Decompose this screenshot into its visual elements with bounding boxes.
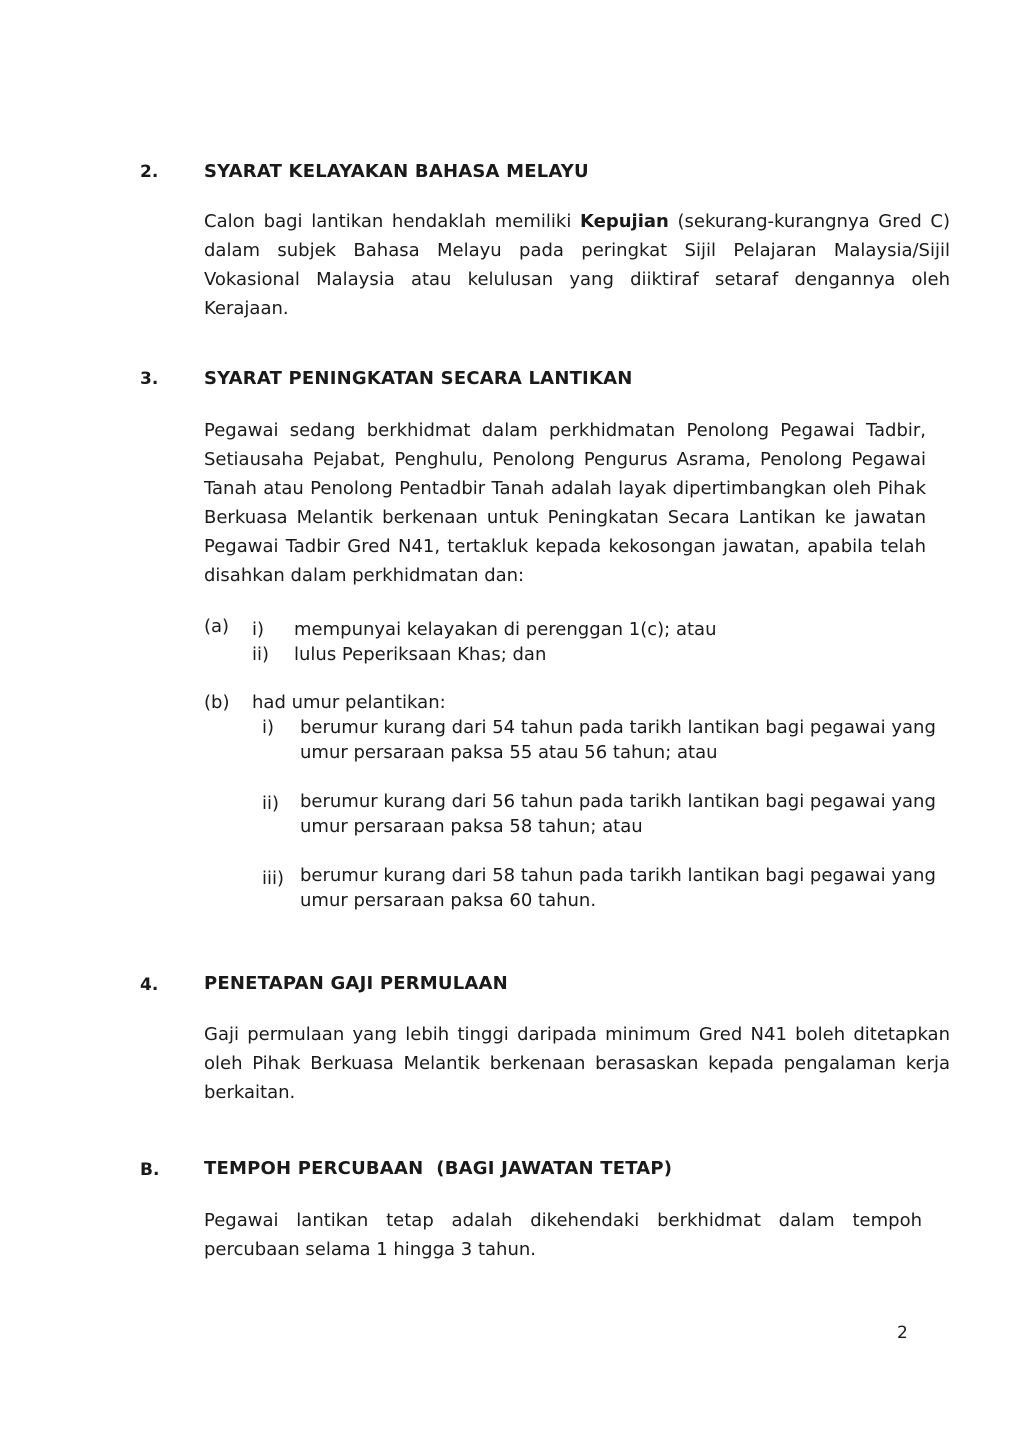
sub-b-intro: had umur pelantikan:: [252, 692, 446, 713]
section-b-number: B.: [140, 1160, 160, 1180]
page-number: 2: [897, 1323, 908, 1343]
sub-b-item-3-number: iii): [262, 868, 285, 889]
section-4-number: 4.: [140, 975, 159, 995]
sub-b-item-1-number: i): [262, 717, 275, 738]
section-2-body: [204, 207, 950, 323]
sub-label-a: (a): [204, 616, 230, 637]
sub-b-item-3-line-1: berumur kurang dari 58 tahun pada tarikh lantikan bagi pegawai yang: [300, 865, 936, 886]
section-2-body-bold: Kepujian: [580, 211, 669, 232]
section-3-number: 3.: [140, 369, 159, 389]
sub-b-item-2-number: ii): [262, 793, 280, 814]
section-4-body: Gaji permulaan yang lebih tinggi daripada minimum Gred N41 boleh ditetapkan oleh Pihak Berkuasa Melantik berkenaan berasaskan kepada pengalaman kerja berkaitan.: [204, 1024, 950, 1103]
sub-a-item-1-text: mempunyai kelayakan di perenggan 1(c); atau: [294, 619, 717, 640]
section-2-number: 2.: [140, 162, 159, 182]
section-2-title: SYARAT KELAYAKAN BAHASA MELAYU: [204, 161, 589, 182]
section-3-title: SYARAT PENINGKATAN SECARA LANTIKAN: [204, 368, 633, 389]
sub-a-item-1-number: i): [252, 619, 265, 640]
section-b-title: TEMPOH PERCUBAAN (BAGI JAWATAN TETAP): [204, 1158, 673, 1179]
section-b-body: Pegawai lantikan tetap adalah dikehendaki berkhidmat dalam tempoh percubaan selama 1 hingga 3 tahun.: [204, 1210, 922, 1260]
sub-b-item-3-line-2: umur persaraan paksa 60 tahun.: [300, 890, 597, 911]
sub-b-item-2-line-2: umur persaraan paksa 58 tahun; atau: [300, 816, 643, 837]
sub-a-item-2-number: ii): [252, 644, 270, 665]
section-3-body: Pegawai sedang berkhidmat dalam perkhidmatan Penolong Pegawai Tadbir, Setiausaha Pejabat, Penghulu, Penolong Pengurus Asrama, Penolong Pegawai Tanah atau Penolong Pentadbir Tanah adalah layak dipertimbangkan oleh Pihak Berkuasa Melantik berkenaan untuk Peningkatan Secara Lantikan ke jawatan Pegawai Tadbir Gred N41, tertakluk kepada kekosongan jawatan, apabila telah disahkan dalam perkhidmatan dan:: [204, 420, 926, 586]
sub-label-b: (b): [204, 692, 230, 713]
section-2-body-text-end: (sekurang-kurangnya Gred C) dalam subjek Bahasa Melayu pada peringkat Sijil Pelajaran Malaysia/Sijil Vokasional Malaysia atau kelulusan yang diiktiraf setaraf dengannya oleh Kerajaan.: [204, 211, 950, 319]
sub-b-item-1-line-1: berumur kurang dari 54 tahun pada tarikh lantikan bagi pegawai yang: [300, 717, 936, 738]
section-4-title: PENETAPAN GAJI PERMULAAN: [204, 973, 508, 994]
sub-b-item-2-line-1: berumur kurang dari 56 tahun pada tarikh lantikan bagi pegawai yang: [300, 791, 936, 812]
sub-b-item-1-line-2: umur persaraan paksa 55 atau 56 tahun; atau: [300, 742, 718, 763]
section-2-body-text-start: Calon bagi lantikan hendaklah memiliki: [204, 211, 580, 232]
sub-a-item-2-text: lulus Peperiksaan Khas; dan: [294, 644, 547, 665]
